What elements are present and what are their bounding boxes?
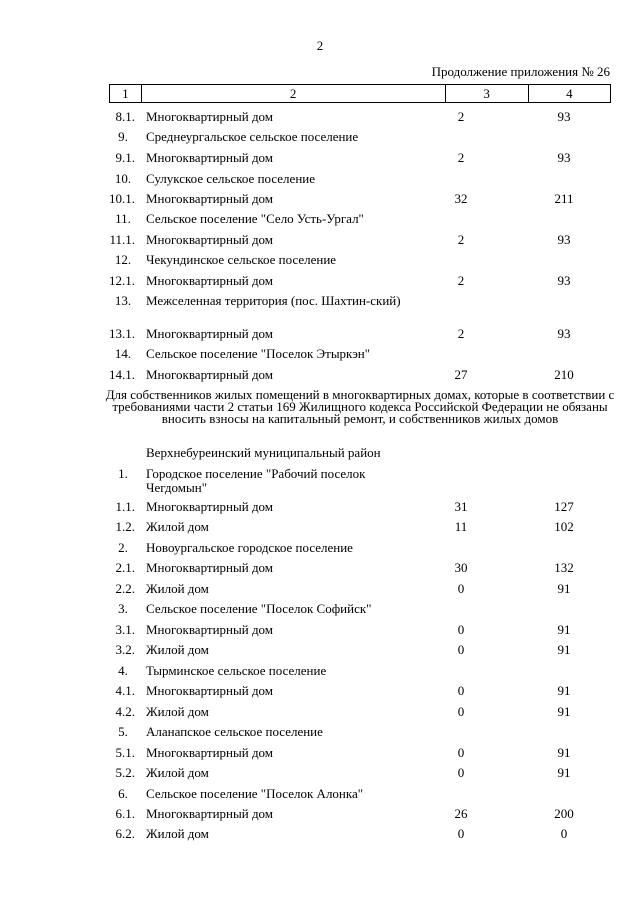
value-col-3: 0 xyxy=(457,683,465,698)
value-col-4: 91 xyxy=(557,704,571,719)
value-col-3: 27 xyxy=(454,367,468,382)
row-number: 10. xyxy=(114,171,132,186)
housing-type: Многоквартирный дом xyxy=(146,806,274,821)
value-col-3: 31 xyxy=(454,499,468,514)
value-col-4: 91 xyxy=(557,642,571,657)
row-number: 4.1. xyxy=(115,683,135,698)
settlement-name: Тырминское сельское поселение xyxy=(146,663,327,678)
value-col-4: 91 xyxy=(557,765,571,780)
settlement-name: Сулукское сельское поселение xyxy=(146,171,315,186)
housing-type: Многоквартирный дом xyxy=(146,109,274,124)
row-number: 8.1. xyxy=(115,109,135,124)
row-number: 5.1. xyxy=(115,745,135,760)
housing-type: Жилой дом xyxy=(146,704,209,719)
housing-type: Многоквартирный дом xyxy=(146,499,274,514)
value-col-3: 0 xyxy=(457,745,465,760)
row-number: 6.1. xyxy=(115,806,135,821)
row-number: 3. xyxy=(118,601,128,616)
value-col-3: 0 xyxy=(457,581,465,596)
value-col-3: 26 xyxy=(454,806,468,821)
header-col-3: 3 xyxy=(445,85,528,103)
value-col-3: 0 xyxy=(457,642,465,657)
row-number: 11. xyxy=(115,211,131,226)
row-number: 11.1. xyxy=(109,232,135,247)
value-col-3: 2 xyxy=(457,273,465,288)
settlement-name: Новоургальское городское поселение xyxy=(146,540,353,555)
settlement-name: Межселенная территория (пос. Шахтин-ский) xyxy=(146,293,401,308)
row-number: 2.1. xyxy=(115,560,135,575)
housing-type: Многоквартирный дом xyxy=(146,745,274,760)
value-col-3: 30 xyxy=(454,560,468,575)
row-number: 3.2. xyxy=(115,642,135,657)
housing-type: Жилой дом xyxy=(146,581,209,596)
row-number: 14.1. xyxy=(109,367,135,382)
row-number: 2. xyxy=(118,540,128,555)
housing-type: Многоквартирный дом xyxy=(146,191,274,206)
housing-type: Многоквартирный дом xyxy=(146,273,274,288)
value-col-4: 127 xyxy=(554,499,574,514)
settlement-name: Сельское поселение "Поселок Этыркэн" xyxy=(146,346,371,361)
value-col-4: 210 xyxy=(554,367,574,382)
row-number: 4. xyxy=(118,663,128,678)
header-col-1: 1 xyxy=(110,85,142,103)
value-col-3: 2 xyxy=(457,232,465,247)
row-number: 5.2. xyxy=(115,765,135,780)
settlement-name: Среднеургальское сельское поселение xyxy=(146,129,359,144)
value-col-4: 93 xyxy=(557,109,571,124)
district-name: Верхнебуреинский муниципальный район xyxy=(146,445,381,460)
row-number: 13.1. xyxy=(109,326,135,341)
row-number: 3.1. xyxy=(115,622,135,637)
value-col-3: 2 xyxy=(457,326,465,341)
housing-type: Жилой дом xyxy=(146,826,209,841)
value-col-4: 93 xyxy=(557,326,571,341)
value-col-3: 32 xyxy=(454,191,468,206)
row-number: 12. xyxy=(114,252,132,267)
value-col-3: 0 xyxy=(457,826,465,841)
value-col-4: 132 xyxy=(554,560,574,575)
value-col-4: 102 xyxy=(554,519,574,534)
value-col-4: 93 xyxy=(557,273,571,288)
settlement-name: Сельское поселение "Поселок Софийск" xyxy=(146,601,372,616)
value-col-4: 93 xyxy=(557,150,571,165)
section-note: Для собственников жилых помещений в многоквартирных домах, которые в соответствии с требованиями части 2 статьи 169 Жилищного кодекса Российской Федерации не обязаны вносить взносы на капитальный ремонт, и собственников жилых домов xyxy=(105,387,615,426)
row-number: 6. xyxy=(118,786,128,801)
housing-type: Многоквартирный дом xyxy=(146,622,274,637)
table-header xyxy=(109,84,611,103)
row-number: 13. xyxy=(114,293,132,308)
settlement-name: Городское поселение "Рабочий поселок Чегдомын" xyxy=(146,466,366,495)
value-col-4: 91 xyxy=(557,581,571,596)
housing-type: Жилой дом xyxy=(146,642,209,657)
housing-type: Многоквартирный дом xyxy=(146,150,274,165)
row-number: 1. xyxy=(118,466,128,481)
housing-type: Многоквартирный дом xyxy=(146,560,274,575)
row-number: 6.2. xyxy=(115,826,135,841)
row-number: 14. xyxy=(114,346,132,361)
row-number: 9.1. xyxy=(115,150,135,165)
settlement-name: Сельское поселение "Село Усть-Ургал" xyxy=(146,211,364,226)
settlement-name: Аланапское сельское поселение xyxy=(146,724,323,739)
housing-type: Многоквартирный дом xyxy=(146,232,274,247)
value-col-4: 211 xyxy=(554,191,574,206)
value-col-4: 91 xyxy=(557,622,571,637)
row-number: 2.2. xyxy=(115,581,135,596)
settlement-name: Сельское поселение "Поселок Алонка" xyxy=(146,786,364,801)
header-col-2: 2 xyxy=(141,85,445,103)
value-col-3: 2 xyxy=(457,150,465,165)
value-col-3: 11 xyxy=(454,519,468,534)
settlement-name: Чекундинское сельское поселение xyxy=(146,252,337,267)
value-col-3: 0 xyxy=(457,765,465,780)
housing-type: Многоквартирный дом xyxy=(146,326,274,341)
row-number: 5. xyxy=(118,724,128,739)
row-number: 4.2. xyxy=(115,704,135,719)
value-col-3: 2 xyxy=(457,109,465,124)
row-number: 1.2. xyxy=(115,519,135,534)
continuation-label: Продолжение приложения № 26 xyxy=(431,64,610,79)
value-col-3: 0 xyxy=(457,704,465,719)
value-col-4: 200 xyxy=(554,806,574,821)
header-col-4: 4 xyxy=(528,85,610,103)
housing-type: Многоквартирный дом xyxy=(146,367,274,382)
value-col-3: 0 xyxy=(457,622,465,637)
row-number: 10.1. xyxy=(109,191,135,206)
housing-type: Жилой дом xyxy=(146,519,209,534)
housing-type: Жилой дом xyxy=(146,765,209,780)
value-col-4: 93 xyxy=(557,232,571,247)
row-number: 12.1. xyxy=(109,273,135,288)
row-number: 9. xyxy=(118,129,128,144)
housing-type: Многоквартирный дом xyxy=(146,683,274,698)
value-col-4: 0 xyxy=(560,826,568,841)
row-number: 1.1. xyxy=(115,499,135,514)
page-number: 2 xyxy=(316,38,324,53)
value-col-4: 91 xyxy=(557,683,571,698)
value-col-4: 91 xyxy=(557,745,571,760)
